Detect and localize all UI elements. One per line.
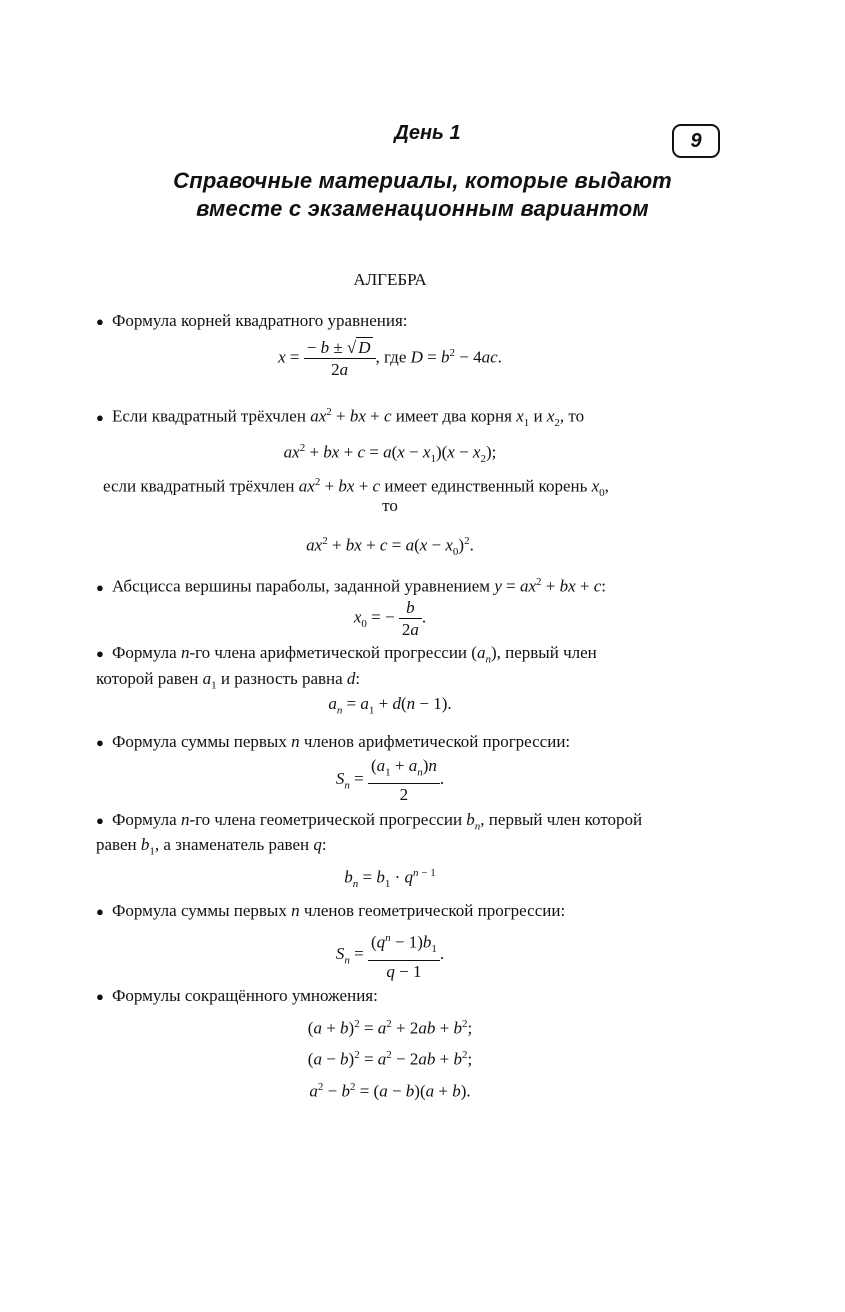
bullet-icon: ●: [96, 904, 104, 919]
formula-arith-sum: $S_n$ = $\frac{(a_1 + a_n)n}{2}$ .: [335, 756, 445, 805]
list-item-geom-nth: ● Формула n-го члена геометрической прогрессии $b_n$, первый член которой: [96, 810, 643, 833]
page-title-line-2: вместе с экзаменационным вариантом: [196, 196, 649, 221]
text-then: то: [382, 496, 398, 515]
bullet-icon: ●: [96, 989, 104, 1004]
formula-trinomial-factorization: $ax^2$ + bx + $c = a(x - x_1)(x - x_2)$;: [283, 442, 497, 466]
bullet-icon: ●: [96, 579, 104, 595]
formula-difference-of-squares: $a^2 - b^2 = (a - b)(a + b)$.: [309, 1081, 471, 1101]
list-item-vertex: ● Абсцисса вершины параболы, заданной уравнением $y = ax^2$ + bx + c:: [96, 571, 606, 599]
page-number-badge: 9: [672, 124, 720, 158]
formula-vertex: $x_0$ = − $\frac{b}{2a}$ .: [353, 598, 427, 639]
text-trinomial-single-root: если квадратный трёхчлен $ax^2$ + bx + c имеет единственный корень $x_0$,: [103, 476, 609, 500]
bullet-icon: ●: [96, 409, 104, 425]
formula-quadratic-roots: x = $\frac{- b \pm √ D}{2a}$ , где $D = b^2 - 4ac$.: [278, 338, 502, 379]
page-title-line-1: Справочные материалы, которые выдают: [173, 168, 672, 193]
formula-geom-sum: $S_n$ = $\frac{(q^n - 1)b_1}{q - 1}$ .: [0, 928, 780, 982]
section-heading: АЛГЕБРА: [353, 270, 427, 289]
text-geom-nth-cont: равен $b_1$, а знаменатель равен q:: [96, 835, 327, 858]
list-item-roots: ● Формула корней квадратного уравнения:: [96, 310, 408, 333]
bullet-icon: ●: [96, 314, 104, 329]
list-item-arith-sum: ● Формула суммы первых n членов арифметической прогрессии:: [96, 731, 570, 754]
bullet-icon: ●: [96, 813, 104, 828]
day-heading: День 1: [394, 122, 461, 144]
list-item-short-mult: ● Формулы сокращённого умножения:: [96, 985, 378, 1008]
bullet-icon: ●: [96, 646, 104, 661]
formula-trinomial-square: $ax^2$ + bx + $c = a(x - x_0)^2$.: [306, 535, 474, 559]
formula-geom-nth: $b_n = b_1 \cdot q^{n - 1}$: [344, 867, 436, 891]
list-item-trinomial: ● Если квадратный трёхчлен $ax^2$ + bx + c имеет два корня $x_1$ и $x_2$, то: [96, 406, 585, 430]
formula-square-of-sum: $(a + b)^2 = a^2 + 2ab + b^2$;: [307, 1018, 473, 1038]
formula-square-of-difference: $(a - b)^2 = a^2 - 2ab + b^2$;: [307, 1049, 473, 1069]
list-item-geom-sum: ● Формула суммы первых n членов геометрической прогрессии:: [96, 900, 565, 923]
bullet-icon: ●: [96, 735, 104, 750]
text-arith-nth-cont: которой равен $a_1$ и разность равна d:: [96, 669, 361, 692]
list-item-arith-nth: ● Формула n-го члена арифметической прогрессии $(a_n)$, первый член: [96, 643, 597, 666]
formula-arith-nth: $a_n = a_1 + d(n - 1)$.: [328, 694, 452, 717]
